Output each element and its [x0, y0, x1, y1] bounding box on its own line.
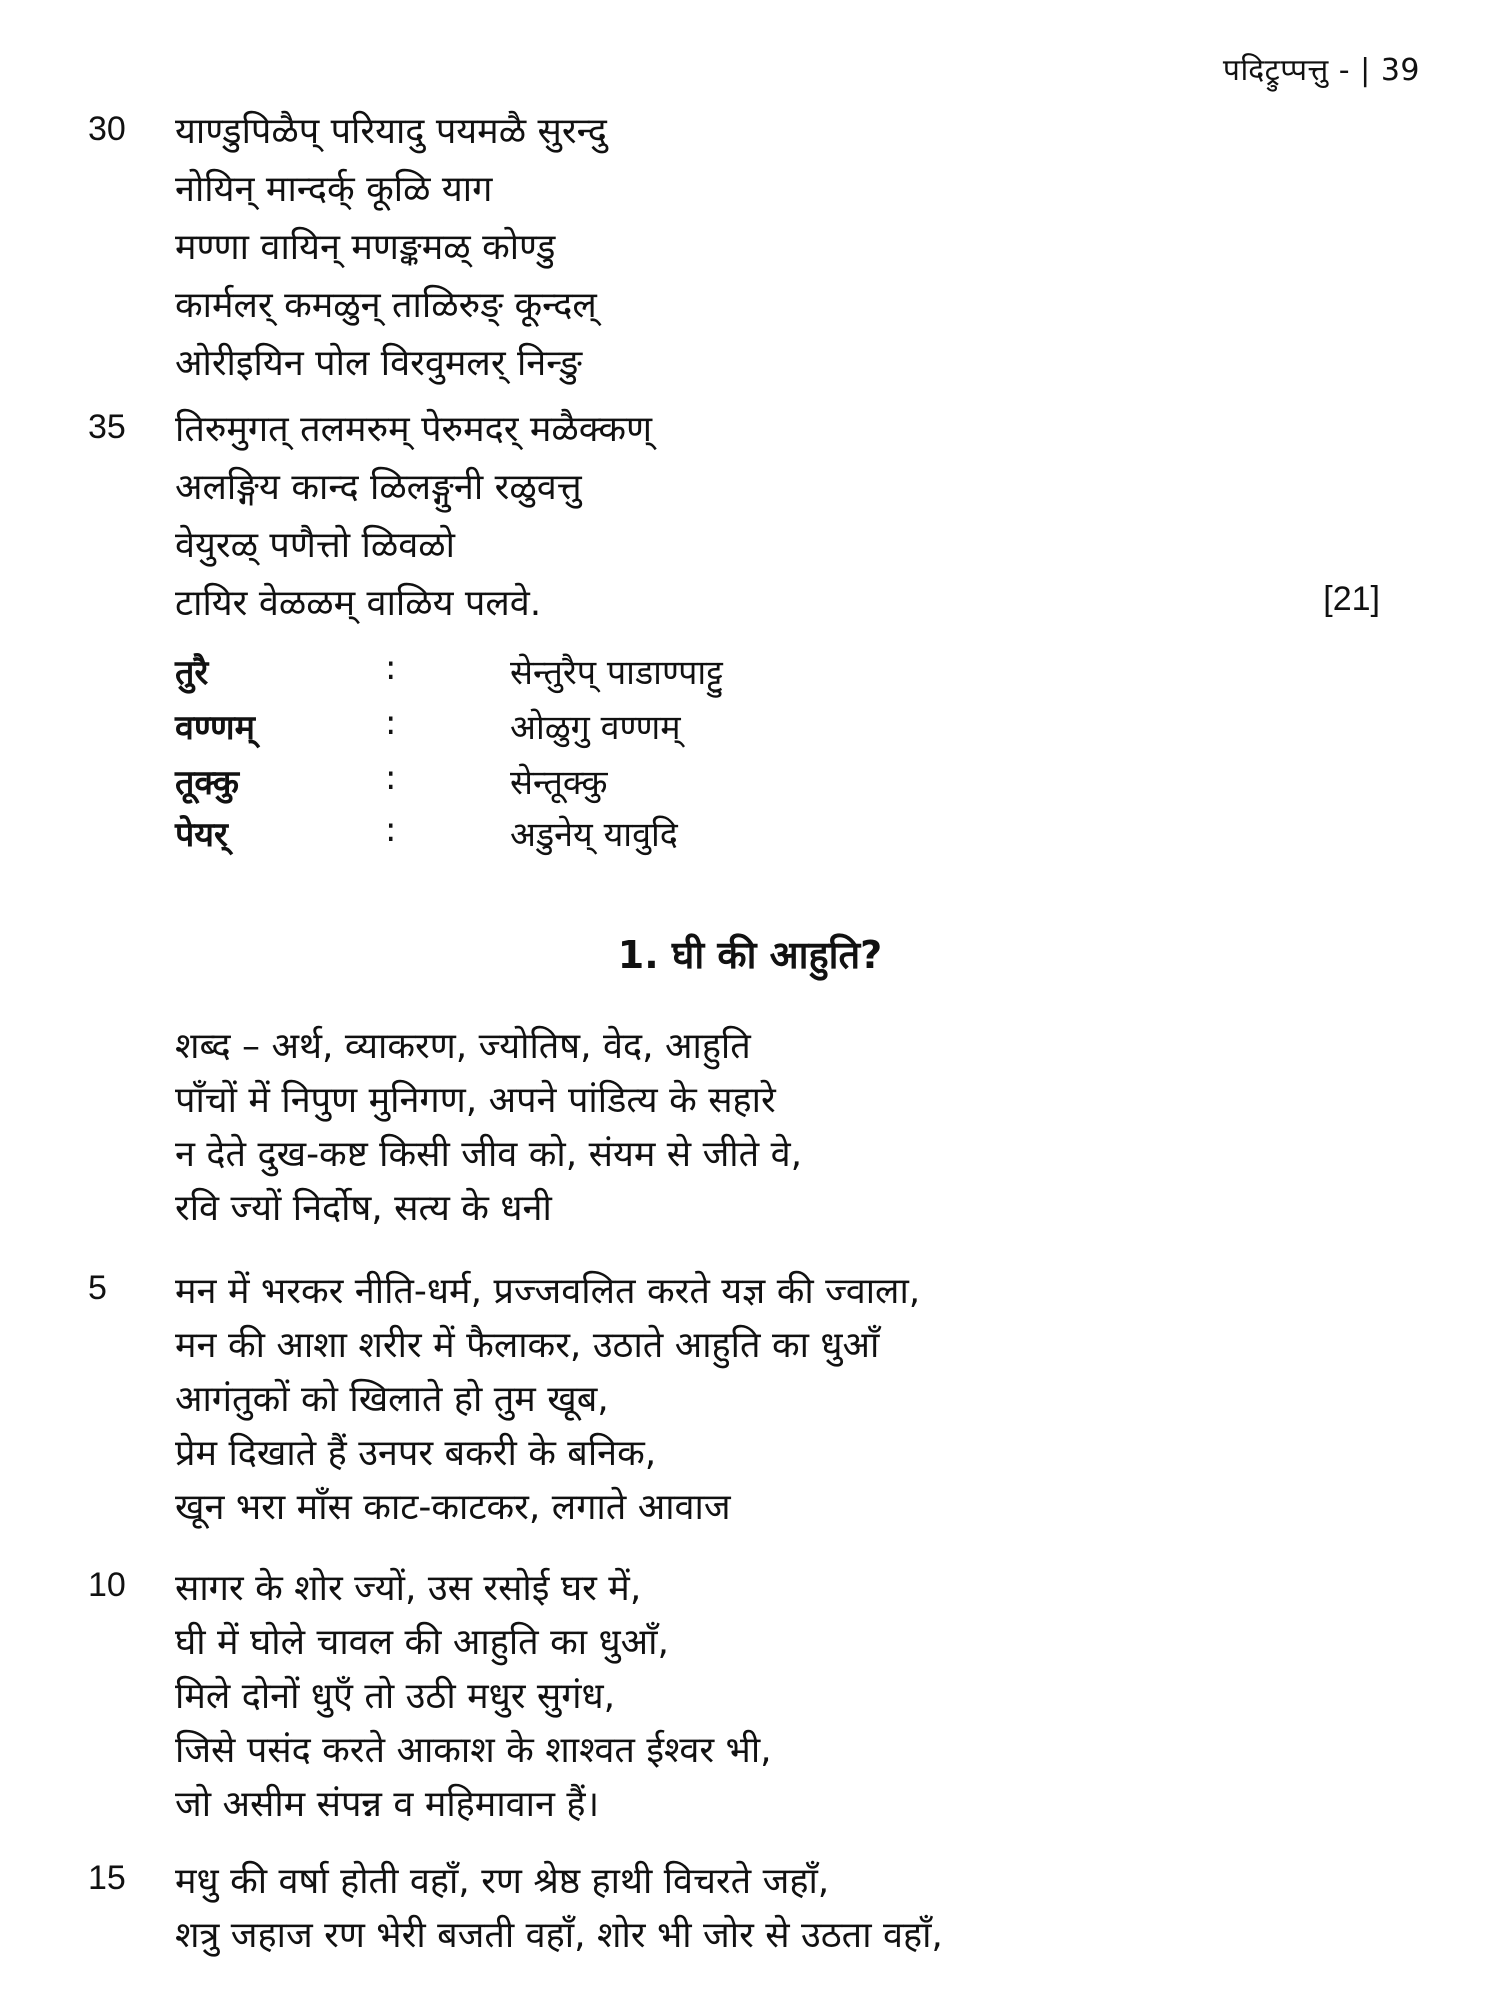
poem-line: जिसे पसंद करते आकाश के शाश्वत ईश्वर भी, [175, 1730, 772, 1771]
metadata-colon: : [385, 758, 397, 798]
metadata-key: पेयर् [175, 815, 228, 855]
poem-line: घी में घोले चावल की आहुति का धुआँ, [175, 1622, 669, 1663]
poem-line: कार्मलर् कमळुन् ताळिरुङ् कून्दल् [175, 285, 597, 326]
poem-line: शत्रु जहाज रण भेरी बजती वहाँ, शोर भी जोर से उठता वहाँ, [175, 1915, 943, 1956]
running-header: पदिट्रुप्पत्तु - | 39 [1222, 53, 1420, 88]
poem-line: पाँचों में निपुण मुनिगण, अपने पांडित्य के सहारे [175, 1080, 776, 1121]
metadata-value: अडुनेय् यावुदि [510, 815, 678, 855]
verse-reference: [21] [1323, 580, 1380, 618]
metadata-colon: : [385, 648, 397, 688]
metadata-colon: : [385, 810, 397, 850]
metadata-key: तुरै [175, 653, 209, 693]
metadata-row [175, 648, 1175, 700]
line-number: 30 [88, 110, 126, 148]
poem-line: नोयिन् मान्दर्क् कूळि याग [175, 169, 493, 210]
section-title: 1. घी की आहुति? [617, 933, 883, 977]
poem-line: मन में भरकर नीति-धर्म, प्रज्जवलित करते यज्ञ की ज्वाला, [175, 1271, 921, 1312]
poem-line: प्रेम दिखाते हैं उनपर बकरी के बनिक, [175, 1433, 657, 1474]
metadata-key: तूक्कु [175, 763, 240, 803]
line-number: 10 [88, 1566, 126, 1604]
poem-line: ओरीइयिन पोल विरवुमलर् निन्ङु [175, 343, 583, 384]
poem-line: मण्णा वायिन् मणङ्कमळ् कोण्डु [175, 227, 556, 268]
metadata-colon: : [385, 703, 397, 743]
poem-line: तिरुमुगत् तलमरुम् पेरुमदर् मळैक्कण् [175, 409, 653, 450]
poem-line: शब्द – अर्थ, व्याकरण, ज्योतिष, वेद, आहुति [175, 1026, 751, 1067]
poem-line: मन की आशा शरीर में फैलाकर, उठाते आहुति का धुआँ [175, 1325, 880, 1366]
poem-line: मधु की वर्षा होती वहाँ, रण श्रेष्ठ हाथी विचरते जहाँ, [175, 1861, 830, 1902]
metadata-row [175, 703, 1175, 755]
metadata-row [175, 758, 1175, 810]
poem-line: टायिर वेळळम् वाळिय पलवे. [175, 583, 542, 624]
poem-line: याण्डुपिळैप् परियादु पयमळै सुरन्दु [175, 111, 607, 152]
metadata-value: सेन्तुरैप् पाडाण्पाट्टु [510, 653, 723, 693]
poem-line: आगंतुकों को खिलाते हो तुम खूब, [175, 1379, 609, 1420]
metadata-value: सेन्तूक्कु [510, 763, 608, 803]
poem-line: न देते दुख-कष्ट किसी जीव को, संयम से जीते वे, [175, 1134, 803, 1175]
metadata-row [175, 810, 1175, 862]
metadata-value: ओळुगु वण्णम् [510, 708, 681, 748]
poem-line: खून भरा माँस काट-काटकर, लगाते आवाज [175, 1487, 731, 1528]
poem-line: मिले दोनों धुएँ तो उठी मधुर सुगंध, [175, 1676, 616, 1717]
poem-line: अलङ्गिय कान्द ळिलङ्गुनी रळुवत्तु [175, 467, 582, 508]
metadata-key: वण्णम् [175, 708, 255, 748]
line-number: 5 [88, 1269, 107, 1307]
line-number: 15 [88, 1859, 126, 1897]
poem-line: वेयुरळ् पणैत्तो ळिवळो [175, 525, 455, 566]
poem-line: रवि ज्यों निर्दोष, सत्य के धनी [175, 1188, 552, 1229]
line-number: 35 [88, 408, 126, 446]
poem-line: सागर के शोर ज्यों, उस रसोई घर में, [175, 1568, 642, 1609]
poem-line: जो असीम संपन्न व महिमावान हैं। [175, 1784, 600, 1825]
